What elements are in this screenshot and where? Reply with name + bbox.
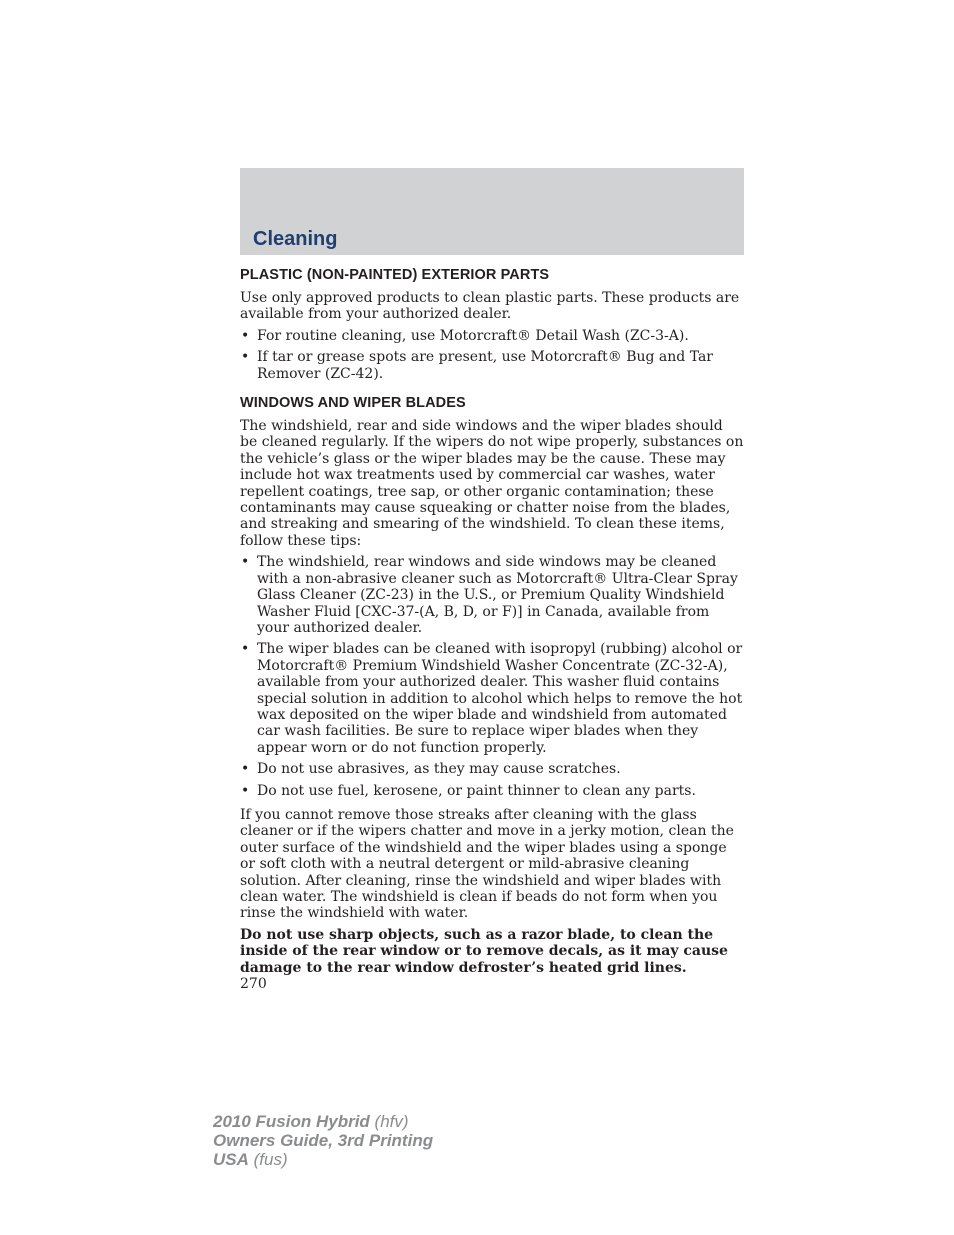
footer-market: USA [213, 1150, 249, 1169]
footer-line-model [213, 1112, 433, 1131]
plastic-intro: Use only approved products to clean plastic parts. These products are available from your authorized dealer. [240, 290, 740, 323]
list-item: • If tar or grease spots are present, use Motorcraft® Bug and Tar Remover (ZC-42). [240, 349, 744, 382]
section-heading-windows: WINDOWS AND WIPER BLADES [240, 395, 466, 412]
footer-model: 2010 Fusion Hybrid [213, 1112, 370, 1131]
warning-text: Do not use sharp objects, such as a razor blade, to clean the inside of the rear window or to remove decals, as it may cause damage to the rear window defroster’s heated grid lines. [240, 926, 728, 976]
footer-line-market [213, 1150, 433, 1169]
footer-model-code: (hfv) [369, 1112, 409, 1131]
list-item: • Do not use fuel, kerosene, or paint thinner to clean any parts. [240, 783, 744, 799]
section-header-band [240, 168, 744, 255]
page-content [240, 266, 744, 992]
footer-market-code: (fus) [248, 1150, 288, 1169]
windows-bullet-list [240, 554, 744, 799]
section-heading-plastic: PLASTIC (NON-PAINTED) EXTERIOR PARTS [240, 267, 550, 283]
list-item: • For routine cleaning, use Motorcraft® Detail Wash (ZC-3-A). [240, 328, 744, 344]
list-item: • Do not use abrasives, as they may cause scratches. [240, 761, 744, 777]
list-item: • The wiper blades can be cleaned with isopropyl (rubbing) alcohol or Motorcraft® Premium Windshield Washer Concentrate (ZC-32-A), available from your authorized dealer. This washer fluid contains special solution in addition to alcohol which helps to remove the hot wax deposited on the wiper blade and windshield from automated car wash facilities. Be sure to replace wiper blades when they appear worn or do not function properly. [240, 641, 744, 756]
plastic-bullet-list [240, 328, 744, 382]
chapter-title: Cleaning [253, 228, 338, 250]
windows-intro: The windshield, rear and side windows and the wiper blades should be cleaned regularly. If the wipers do not wipe properly, substances on the vehicle’s glass or the wiper blades may be the cause. These may include hot wax treatments used by commercial car washes, water repellent coatings, tree sap, or other organic contamination; these contaminants may cause squeaking or chatter noise from the blades, and streaking and smearing of the windshield. To clean these items, follow these tips: [240, 418, 744, 549]
footer-guide: Owners Guide, 3rd Printing [213, 1131, 434, 1150]
page-number: 270 [240, 976, 267, 993]
list-item: • The windshield, rear windows and side windows may be cleaned with a non-abrasive cleaner such as Motorcraft® Ultra-Clear Spray Glass Cleaner (ZC-23) in the U.S., or Premium Quality Windshield Washer Fluid [CXC-37-(A, B, D, or F)] in Canada, available from your authorized dealer. [240, 554, 744, 636]
document-footer [213, 1112, 433, 1169]
windows-closing: If you cannot remove those streaks after cleaning with the glass cleaner or if the wipers chatter and move in a jerky motion, clean the outer surface of the windshield and the wiper blades using a sponge or soft cloth with a neutral detergent or mild-abrasive cleaning solution. After cleaning, rinse the windshield and wiper blades with clean water. The windshield is clean if beads do not form when you rinse the windshield with water. [240, 806, 734, 922]
